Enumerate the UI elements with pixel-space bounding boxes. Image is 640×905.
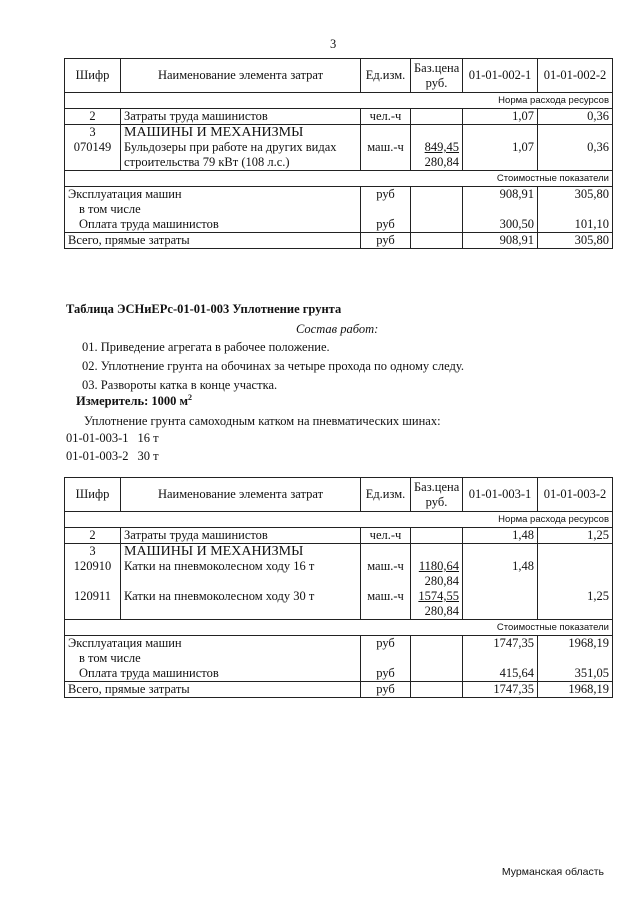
total-row: Всего, прямые затраты руб 908,91 305,80 [65, 233, 613, 249]
table-header-row [65, 478, 613, 512]
cost-label-row [65, 171, 613, 187]
header-unit: Ед.изм. [361, 59, 411, 93]
works-title: Состав работ: [296, 322, 379, 336]
meter-label: Измеритель: 1000 $м^2$ [76, 393, 193, 409]
header-col-2: 01-01-002-2 [538, 59, 613, 93]
machine-row: 120910 Катки на пневмоколесном ходу 16 т маш.-ч 1180,64 280,84 1,48 [65, 559, 613, 589]
cost-label-row [65, 620, 613, 636]
header-col-2: 01-01-003-2 [538, 478, 613, 512]
machine-row: 070149 Бульдозеры при работе на других видах строительства 79 кВт (108 л.с.) маш.-ч 849,45 280,84 1,07 0,36 [65, 140, 613, 171]
norm-label-row [65, 512, 613, 528]
header-col-1: 01-01-002-1 [463, 59, 538, 93]
norm-label: Норма расхода ресурсов [65, 93, 613, 109]
section-description: Уплотнение грунта самоходным катком на пневматических шинах: [84, 414, 441, 428]
cost-label: Стоимостные показатели [65, 620, 613, 636]
variant-row: 01-01-003-2 30 т [66, 449, 159, 463]
resource-table-2 [64, 477, 613, 698]
header-col-1: 01-01-003-1 [463, 478, 538, 512]
labor-row: 2 Затраты труда машинистов чел.-ч 1,48 1,25 [65, 528, 613, 544]
norm-label-row [65, 93, 613, 109]
header-code: Шифр [65, 478, 121, 512]
machines-header-row: 3 МАШИНЫ И МЕХАНИЗМЫ [65, 544, 613, 560]
header-price: Баз.цена руб. [411, 478, 463, 512]
page-number: 3 [330, 37, 337, 51]
works-item: 01. Приведение агрегата в рабочее положение. [82, 340, 330, 354]
section-title: Таблица ЭСНиЕРс-01-01-003 Уплотнение грунта [66, 302, 342, 316]
header-name: Наименование элемента затрат [121, 478, 361, 512]
wages-row: Оплата труда машинистов руб 415,64 351,05 [65, 666, 613, 682]
footer-region: Мурманская область [501, 866, 604, 878]
incl-row: в том числе [65, 202, 613, 217]
incl-row: в том числе [65, 651, 613, 666]
works-item: 03. Развороты катка в конце участка. [82, 378, 278, 392]
variant-row: 01-01-003-1 16 т [66, 431, 159, 445]
labor-row: 2 Затраты труда машинистов чел.-ч 1,07 0,36 [65, 109, 613, 125]
total-row: Всего, прямые затраты руб 1747,35 1968,19 [65, 682, 613, 698]
works-item: 02. Уплотнение грунта на обочинах за четыре прохода по одному следу. [82, 359, 464, 373]
cost-label: Стоимостные показатели [65, 171, 613, 187]
exploit-row: Эксплуатация машин руб 1747,35 1968,19 [65, 636, 613, 652]
resource-table-1 [64, 58, 613, 249]
exploit-row: Эксплуатация машин руб 908,91 305,80 [65, 187, 613, 203]
wages-row: Оплата труда машинистов руб 300,50 101,10 [65, 217, 613, 233]
header-code: Шифр [65, 59, 121, 93]
table-header-row [65, 59, 613, 93]
header-unit: Ед.изм. [361, 478, 411, 512]
works-list [82, 338, 464, 395]
machines-header-row: 3 МАШИНЫ И МЕХАНИЗМЫ [65, 125, 613, 141]
machine-row: 120911 Катки на пневмоколесном ходу 30 т маш.-ч 1574,55 280,84 1,25 [65, 589, 613, 620]
header-price: Баз.цена руб. [411, 59, 463, 93]
header-name: Наименование элемента затрат [121, 59, 361, 93]
norm-label: Норма расхода ресурсов [65, 512, 613, 528]
